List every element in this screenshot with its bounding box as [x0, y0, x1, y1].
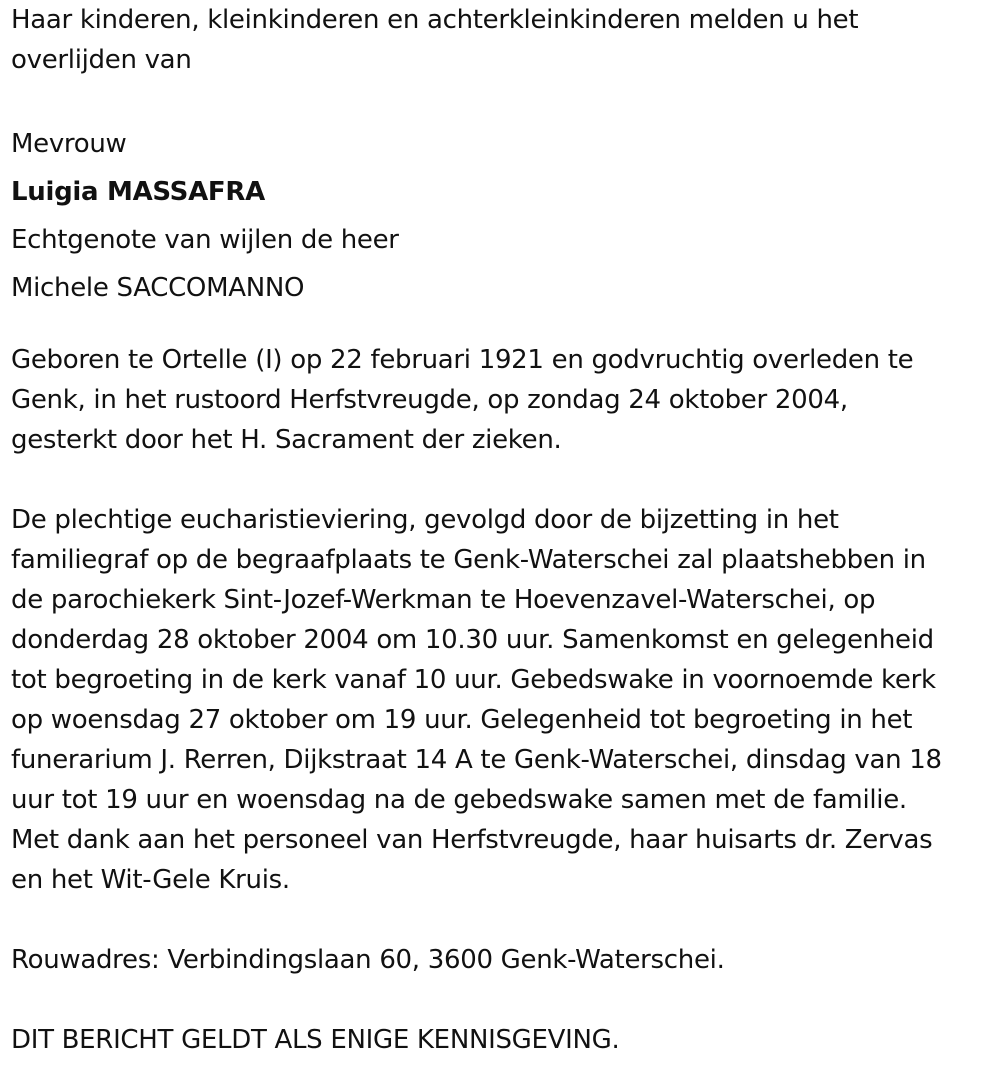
spacer: [11, 980, 986, 1020]
closing-statement: DIT BERICHT GELDT ALS ENIGE KENNISGEVING.: [11, 1025, 620, 1055]
relation-line-2: Michele SACCOMANNO: [11, 273, 305, 303]
ceremony-line-4: donderdag 28 oktober 2004 om 10.30 uur. Samenkomst en gelegenheid: [11, 625, 934, 655]
ceremony-line-10: en het Wit-Gele Kruis.: [11, 865, 290, 895]
spacer: [11, 900, 986, 940]
intro-line-1: Haar kinderen, kleinkinderen en achterkleinkinderen melden u het: [11, 5, 859, 35]
mourning-address: Rouwadres: Verbindingslaan 60, 3600 Genk-Waterschei.: [11, 945, 725, 975]
ceremony-line-3: de parochiekerk Sint-Jozef-Werkman te Hoevenzavel-Waterschei, op: [11, 585, 876, 615]
ceremony-line-8: uur tot 19 uur en woensdag na de gebedswake samen met de familie.: [11, 785, 907, 815]
birth-death-line-1: Geboren te Ortelle (I) op 22 februari 1921 en godvruchtig overleden te: [11, 345, 914, 375]
ceremony-line-6: op woensdag 27 oktober om 19 uur. Gelegenheid tot begroeting in het: [11, 705, 913, 735]
honorific: Mevrouw: [11, 129, 127, 159]
birth-death-line-2: Genk, in het rustoord Herfstvreugde, op zondag 24 oktober 2004,: [11, 385, 848, 415]
ceremony-line-1: De plechtige eucharistieviering, gevolgd door de bijzetting in het: [11, 505, 839, 535]
ceremony-line-9: Met dank aan het personeel van Herfstvreugde, haar huisarts dr. Zervas: [11, 825, 933, 855]
birth-death-line-3: gesterkt door het H. Sacrament der zieken.: [11, 425, 562, 455]
ceremony-line-7: funerarium J. Rerren, Dijkstraat 14 A te Genk-Waterschei, dinsdag van 18: [11, 745, 942, 775]
deceased-name: Luigia MASSAFRA: [11, 177, 265, 207]
spacer: [11, 80, 986, 120]
ceremony-line-5: tot begroeting in de kerk vanaf 10 uur. Gebedswake in voornoemde kerk: [11, 665, 936, 695]
spacer: [11, 312, 986, 340]
relation-line-1: Echtgenote van wijlen de heer: [11, 225, 399, 255]
death-notice: [11, 0, 986, 1060]
ceremony-line-2: familiegraf op de begraafplaats te Genk-Waterschei zal plaatshebben in: [11, 545, 926, 575]
spacer: [11, 460, 986, 500]
intro-line-2: overlijden van: [11, 45, 192, 75]
